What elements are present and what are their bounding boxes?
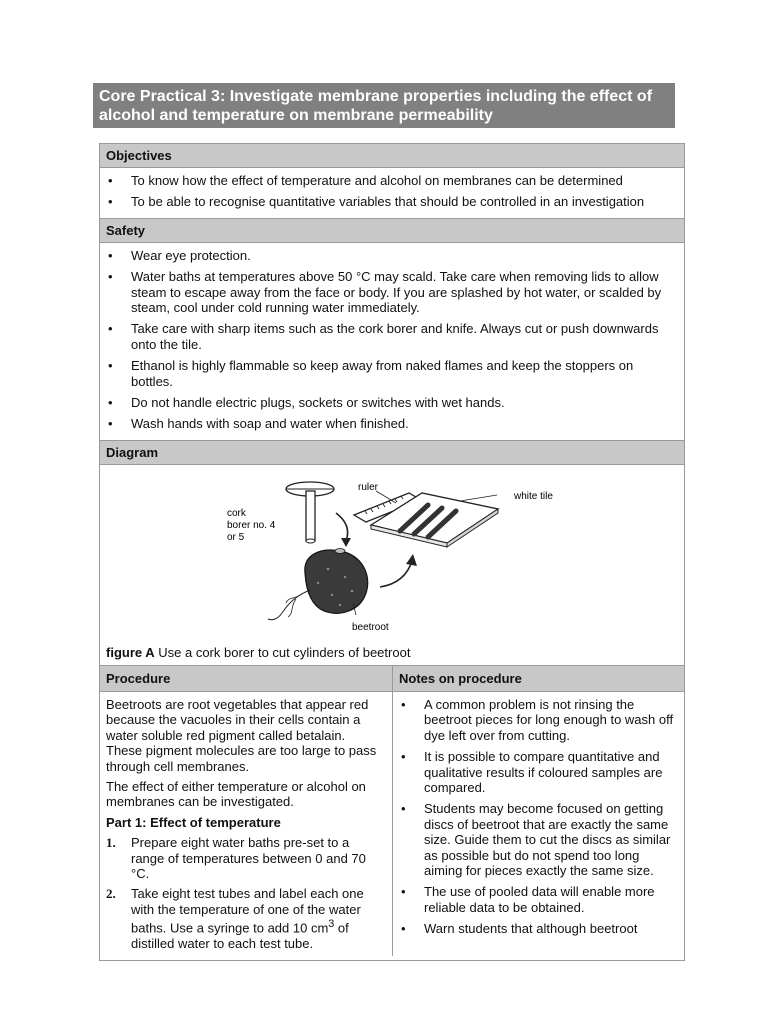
objective-item: • To be able to recognise quantitative variables that should be controlled in an investigation <box>106 194 676 209</box>
procedure-column <box>100 666 393 956</box>
step-text: Prepare eight water baths pre-set to a range of temperatures between 0 and 70 °C. <box>131 835 366 881</box>
step-text: Take eight test tubes and label each one with the temperature of one of the water baths. Use a syringe to add 10 cm <box>131 886 364 936</box>
procedure-paragraph: Beetroots are root vegetables that appear red because the vacuoles in their cells contain a water soluble red pigment called betalain. These pigment molecules are too large to pass through cell membranes. <box>106 696 377 774</box>
step-text: of distilled water to each test tube. <box>131 920 349 951</box>
note-item: • It is possible to compare quantitative and qualitative results if coloured samples are compared. <box>399 749 676 795</box>
safety-item: • Wash hands with soap and water when finished. <box>106 416 676 431</box>
ruler-label: ruler <box>358 481 379 493</box>
note-item: • The use of pooled data will enable more reliable data to be obtained. <box>399 884 676 915</box>
figure-caption <box>106 645 410 660</box>
note-item: • Students may become focused on getting discs of beetroot that are exactly the same size. Guide them to cut the discs as similar as possible but do not spend too long aiming for pieces exactly the same size. <box>399 801 676 878</box>
cork-label: cork <box>227 507 246 519</box>
beetroot-label: beetroot <box>352 621 389 633</box>
figure-caption-text: Use a cork borer to cut cylinders of beetroot <box>154 644 411 660</box>
note-item: • A common problem is not rinsing the beetroot pieces for long enough to wash off dye left over from cutting. <box>399 697 676 743</box>
safety-item: • Do not handle electric plugs, sockets or switches with wet hands. <box>106 395 676 410</box>
cork-label: borer no. 4 <box>227 519 276 531</box>
notes-header: Notes on procedure <box>393 666 684 692</box>
objective-item: • To know how the effect of temperature and alcohol on membranes can be determined <box>106 173 676 188</box>
procedure-paragraph: The effect of either temperature or alcohol on membranes can be investigated. <box>106 778 366 810</box>
part-heading: Part 1: Effect of temperature <box>106 814 281 830</box>
procedure-step <box>106 886 384 951</box>
beetroot-diagram <box>100 465 684 645</box>
arrow-icon <box>336 513 348 541</box>
step-number: 1. <box>106 835 116 851</box>
figure-caption-label: figure A <box>106 644 155 660</box>
procedure-step <box>106 835 384 881</box>
safety-item: • Take care with sharp items such as the cork borer and knife. Always cut or push downwards onto the tile. <box>106 321 676 352</box>
safety-item: • Ethanol is highly flammable so keep away from naked flames and keep the stoppers on bottles. <box>106 358 676 389</box>
step-number: 2. <box>106 886 116 902</box>
arrow-icon <box>380 561 412 587</box>
page-title: Core Practical 3: Investigate membrane properties including the effect of alcohol and temperature on membrane permeability <box>93 83 675 128</box>
diagram-section <box>100 465 684 666</box>
safety-item: • Wear eye protection. <box>106 248 676 263</box>
beetroot-icon <box>268 548 368 619</box>
objectives-section <box>100 168 684 219</box>
notes-column <box>393 666 684 956</box>
diagram-header: Diagram <box>100 441 684 465</box>
safety-section <box>100 243 684 441</box>
practical-table <box>99 143 685 961</box>
step-superscript: 3 <box>328 918 335 931</box>
procedure-header: Procedure <box>100 666 392 692</box>
cork-borer-icon <box>286 482 334 543</box>
white-tile-label: white tile <box>514 490 553 502</box>
safety-header: Safety <box>100 219 684 243</box>
note-item: • Warn students that although beetroot <box>399 921 676 936</box>
cork-label: or 5 <box>227 531 245 543</box>
objectives-header: Objectives <box>100 144 684 168</box>
safety-item: • Water baths at temperatures above 50 °C may scald. Take care when removing lids to allow steam to escape away from the face or body. If you are splashed by hot water, or scalded by steam, cool under cold running water immediately. <box>106 269 676 315</box>
procedure-notes-row <box>100 666 684 956</box>
